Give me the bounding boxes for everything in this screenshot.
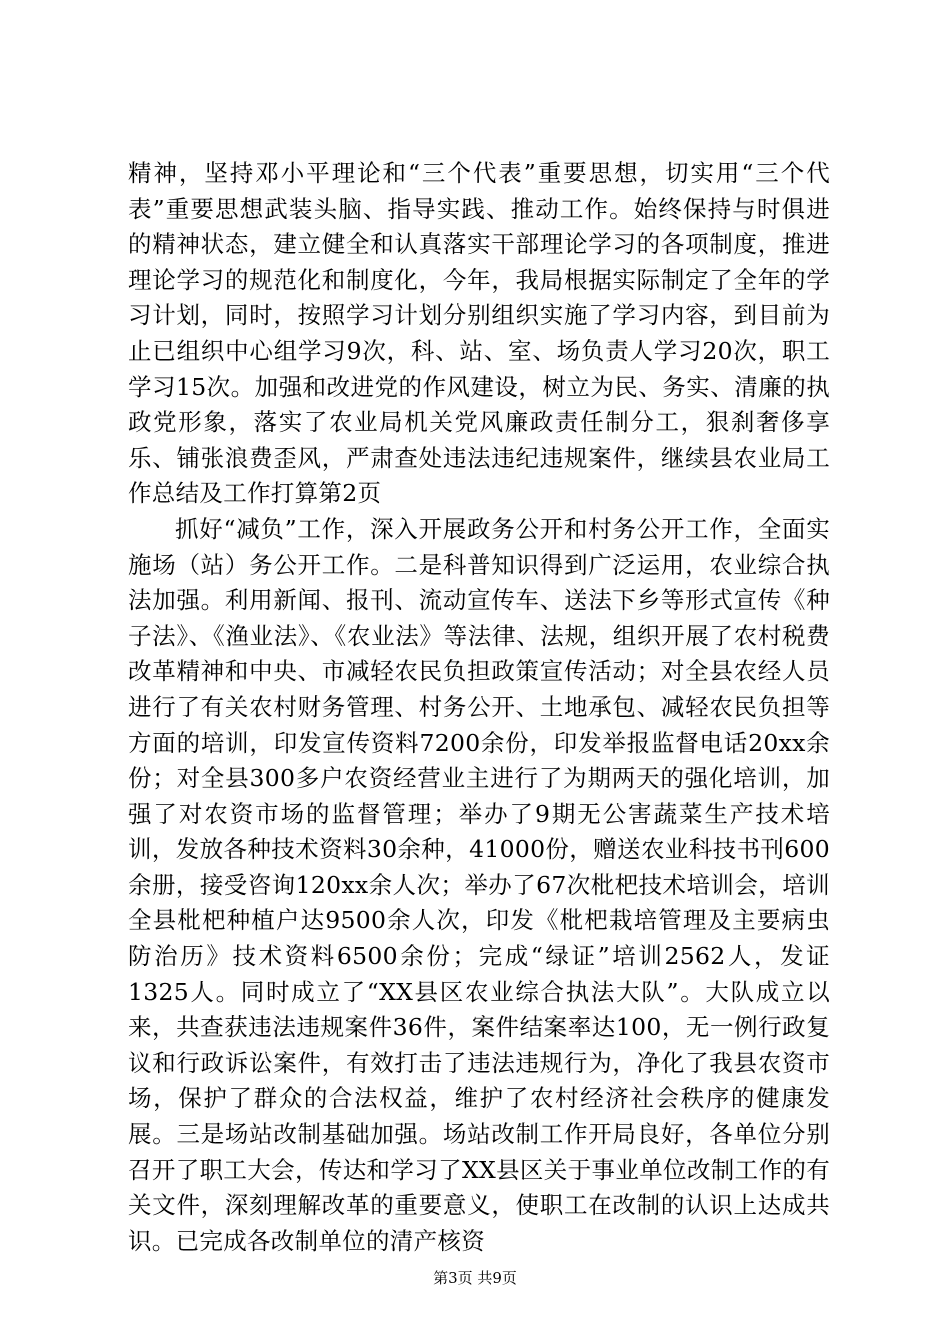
paragraph-1: 精神，坚持邓小平理论和“三个代表”重要思想，切实用“三个代表”重要思想武装头脑、指导实践、推动工作。始终保持与时俱进的精神状态，建立健全和认真落实干部理论学习的各项制度，推进理论学习的规范化和制度化，今年，我局根据实际制定了全年的学习计划，同时，按照学习计划分别组织实施了学习内容，到目前为止已组织中心组学习9次，科、站、室、场负责人学习20次，职工学习15次。加强和改进党的作风建设，树立为民、务实、清廉的执政党形象，落实了农业局机关党风廉政责任制分工，狠刹奢侈享乐、铺张浪费歪风，严肃查处违法违纪违规案件，继续县农业局工作总结及工作打算第2页 [128,159,830,508]
paragraph-2: 抓好“减负”工作，深入开展政务公开和村务公开工作，全面实施场（站）务公开工作。二是科普知识得到广泛运用，农业综合执法加强。利用新闻、报刊、流动宣传车、送法下乡等形式宣传《种子法》、《渔业法》、《农业法》等法律、法规，组织开展了农村税费改革精神和中央、市减轻农民负担政策宣传活动；对全县农经人员进行了有关农村财务管理、村务公开、土地承包、减轻农民负担等方面的培训，印发宣传资料7200余份，印发举报监督电话20xx余份；对全县300多户农资经营业主进行了为期两天的强化培训，加强了对农资市场的监督管理；举办了9期无公害蔬菜生产技术培训，发放各种技术资料30余种，41000份，赠送农业科技书刊600余册，接受咨询120xx余人次；举办了67次枇杷技术培训会，培训全县枇杷种植户达9500余人次，印发《枇杷栽培管理及主要病虫防治历》技术资料6500余份；完成“绿证”培训2562人，发证1325人。同时成立了“XX县区农业综合执法大队”。大队成立以来，共查获违法违规案件36件，案件结案率达100，无一例行政复议和行政诉讼案件，有效打击了违法违规行为，净化了我县农资市场，保护了群众的合法权益，维护了农村经济社会秩序的健康发展。三是场站改制基础加强。场站改制工作开局良好，各单位分别召开了职工大会，传达和学习了XX县区关于事业单位改制工作的有关文件，深刻理解改革的重要意义，使职工在改制的认识上达成共识。已完成各改制单位的清产核资 [128,514,830,1255]
page-footer [0,1268,950,1288]
page-indicator: 第3页 共9页 [433,1269,517,1287]
document-body [128,156,830,1259]
